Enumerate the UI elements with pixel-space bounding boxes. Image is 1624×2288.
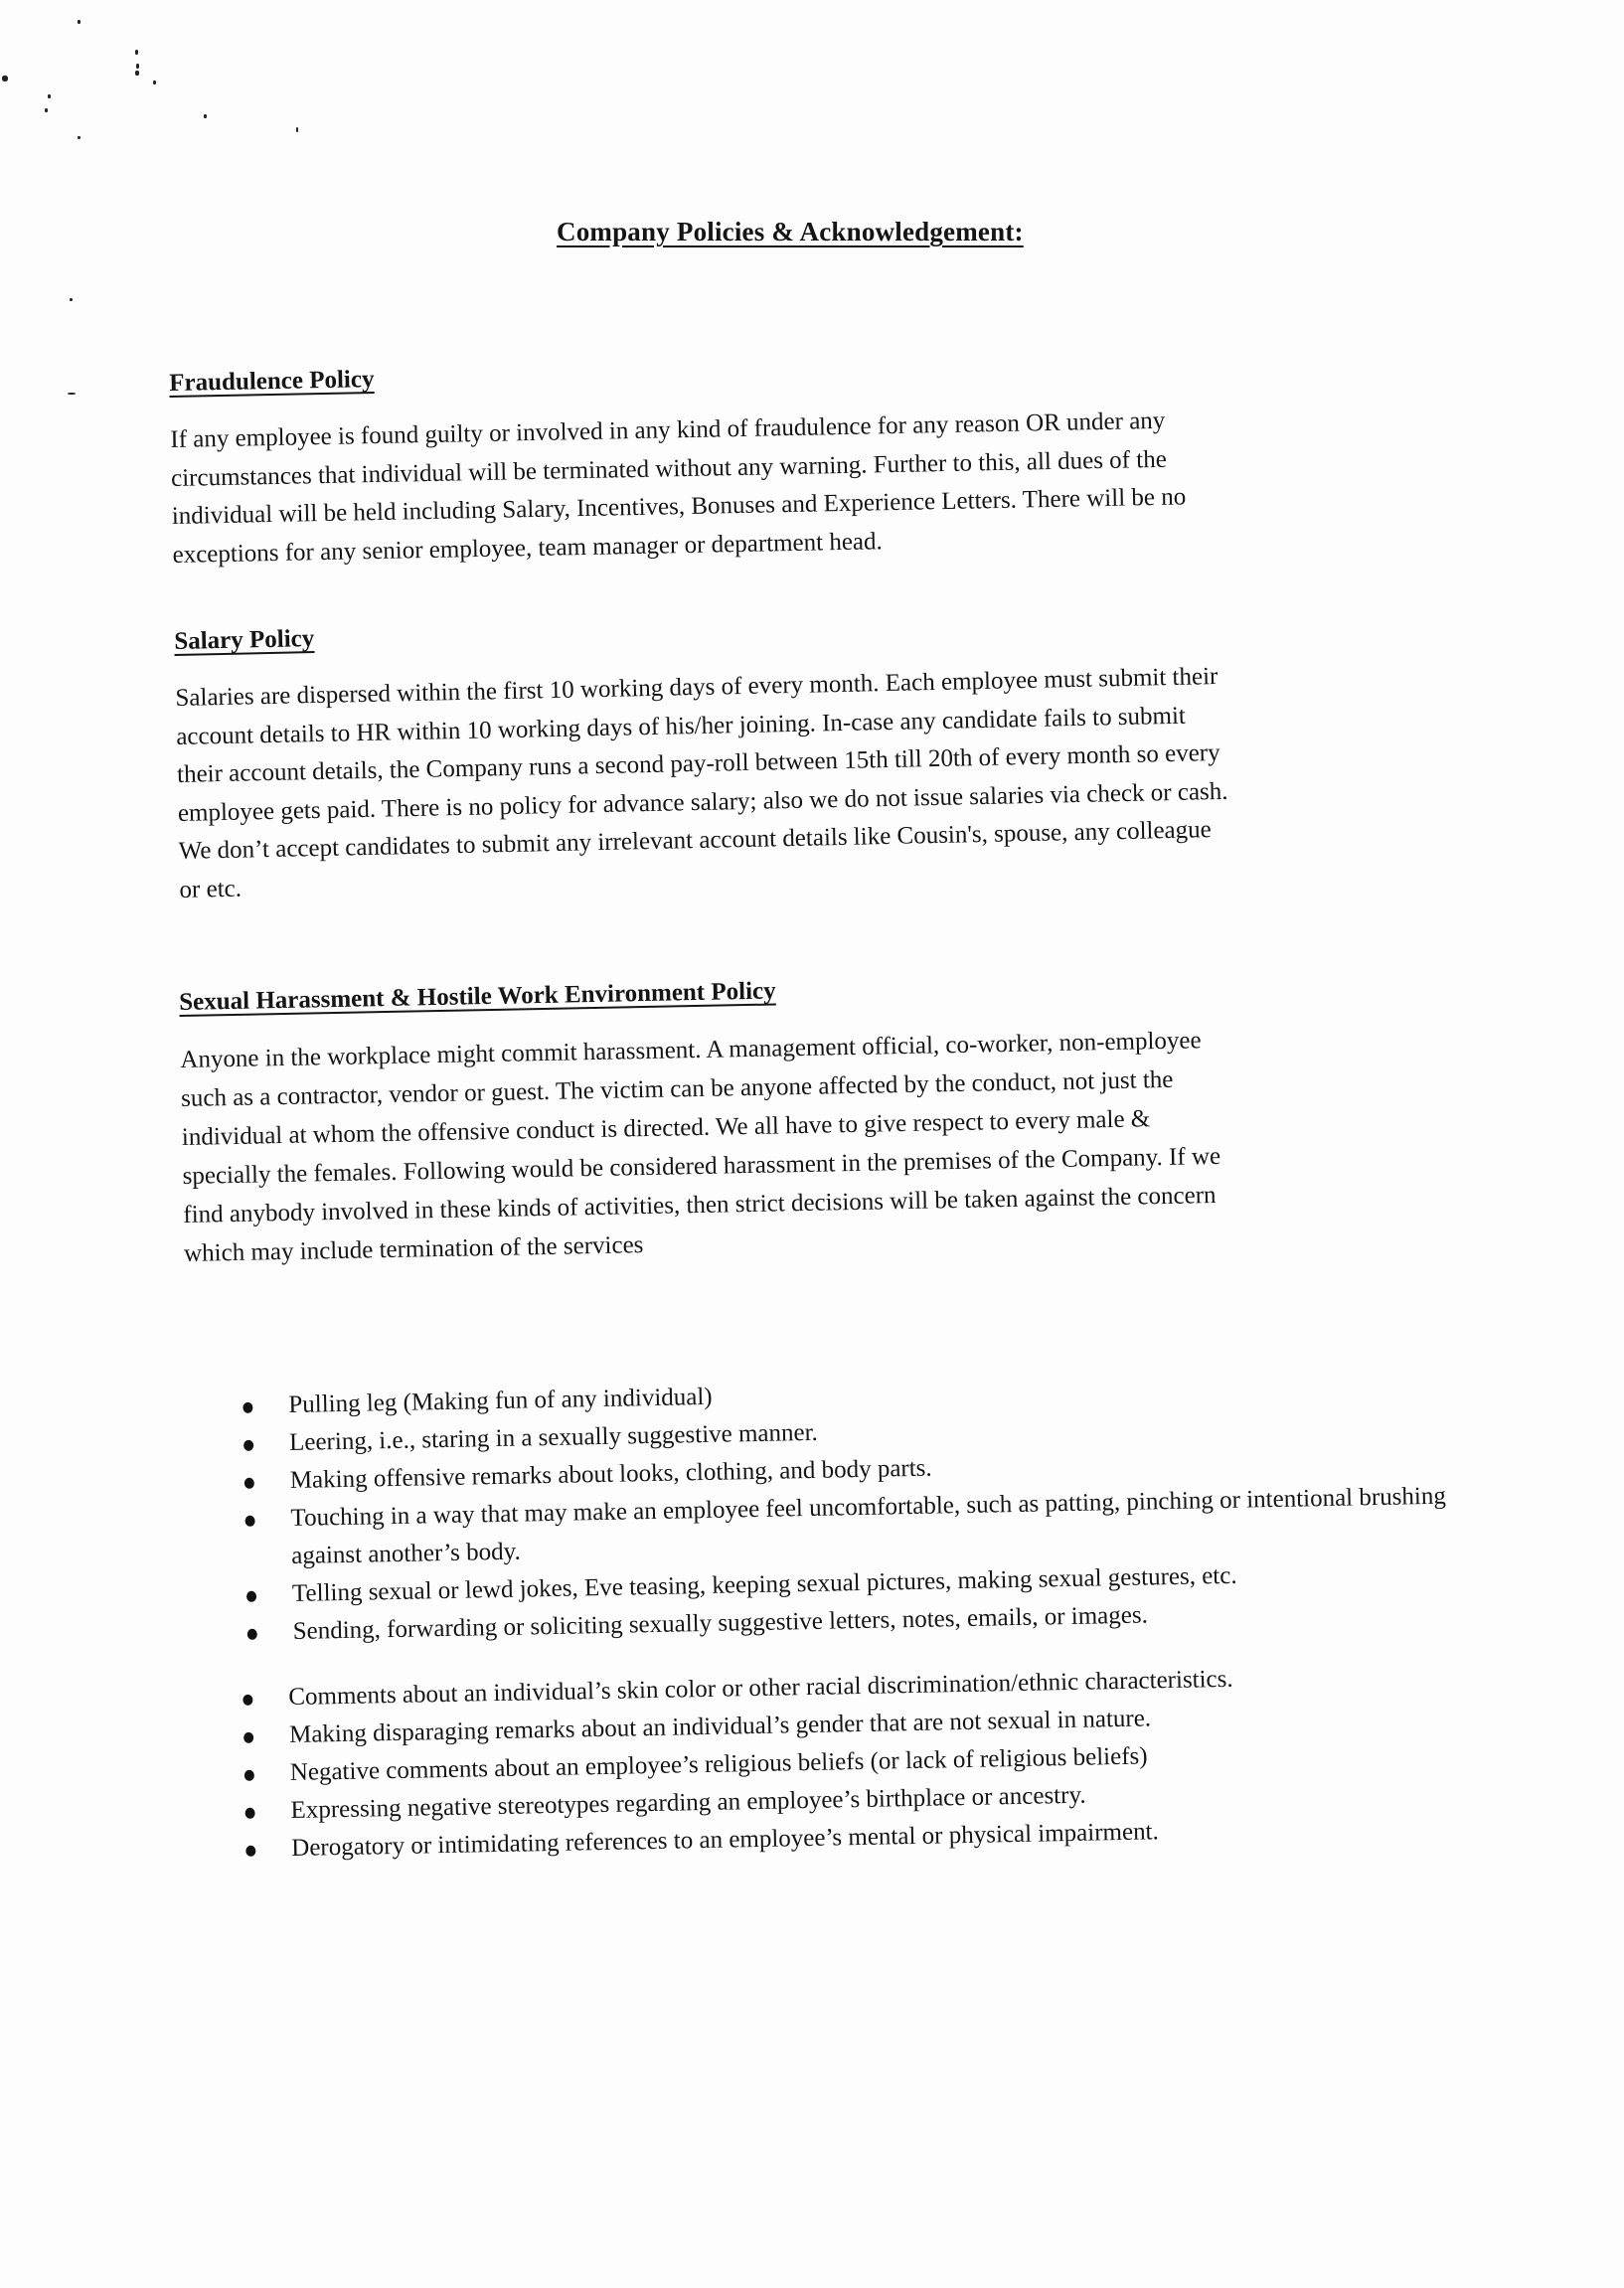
list-item-text: Negative comments about an employee’s religious beliefs (or lack of religious beliefs) [289, 1742, 1148, 1787]
bullet-icon [244, 1770, 254, 1781]
list-item-text: Expressing negative stereotypes regarding an employee’s birthplace or ancestry. [290, 1781, 1086, 1825]
paragraph-line: circumstances that individual will be terminated without any warning. Further to this, all dues of the [170, 445, 1168, 492]
list-item-text: Touching in a way that may make an employee feel uncomfortable, such as patting, pinching or intentional brushing against another’s body. [290, 1482, 1447, 1570]
paragraph-line: Salaries are dispersed within the first 10 working days of every month. Each employee must submit their [175, 663, 1218, 712]
bullet-icon [244, 1478, 254, 1489]
list-item-text: Leering, i.e., staring in a sexually suggestive manner. [288, 1418, 819, 1457]
paragraph-line: We don’t accept candidates to submit any irrelevant account details like Cousin's, spouse, any colleague [178, 816, 1212, 865]
bullet-icon [244, 1516, 254, 1527]
paragraph-line: or etc. [179, 875, 243, 903]
fraudulence-policy-section [169, 345, 1485, 574]
page-title: Company Policies & Acknowledgement: [557, 217, 1024, 246]
scan-speck [2, 76, 8, 82]
paragraph-line: such as a contractor, vendor or guest. The victim can be anyone affected by the conduct, not just the [180, 1065, 1174, 1112]
scan-speck [78, 136, 81, 139]
paragraph-line: account details to HR within 10 working days of his/her joining. In-case any candidate fails to submit [176, 702, 1187, 750]
list-item-text: Sending, forwarding or soliciting sexually suggestive letters, notes, emails, or images. [292, 1601, 1149, 1645]
list-item-text: Pulling leg (Making fun of any individual) [288, 1383, 713, 1419]
section-paragraph [180, 1016, 1496, 1273]
scan-speck [68, 393, 76, 395]
scan-speck [78, 20, 81, 24]
list-item-text: Making offensive remarks about looks, clothing, and body parts. [289, 1454, 932, 1495]
discrimination-examples-list [239, 1656, 1494, 1869]
bullet-icon [245, 1846, 255, 1857]
scan-speck [135, 50, 138, 55]
bullet-icon [243, 1695, 252, 1706]
scan-speck [70, 298, 73, 301]
scan-speck [153, 81, 156, 84]
list-item-text: Making disparaging remarks about an individual’s gender that are not sexual in nature. [288, 1705, 1152, 1749]
bullet-icon [243, 1402, 252, 1413]
list-item-text: Derogatory or intimidating references to an employee’s mental or physical impairment. [291, 1818, 1160, 1863]
section-paragraph [170, 397, 1485, 574]
scan-speck [48, 94, 51, 98]
section-heading: Fraudulence Policy [169, 366, 375, 397]
bullet-icon [244, 1808, 254, 1819]
paragraph-line: employee gets paid. There is no policy for advance salary; also we do not issue salaries via check or cash. [177, 777, 1228, 827]
scan-speck [45, 108, 48, 112]
harassment-policy-section [179, 964, 1496, 1273]
scan-speck [136, 64, 139, 69]
list-item-text: Comments about an individual’s skin color or other racial discrimination/ethnic characteristics. [288, 1665, 1233, 1712]
list-item-text: Telling sexual or lewd jokes, Eve teasing, keeping sexual pictures, making sexual gestures, etc. [291, 1561, 1237, 1607]
paragraph-line: Anyone in the workplace might commit harassment. A management official, co-worker, non-employee [180, 1027, 1202, 1073]
harassment-examples-list [239, 1364, 1496, 1652]
paragraph-line: which may include termination of the services [183, 1231, 644, 1267]
bullet-icon [244, 1732, 253, 1743]
bullet-icon [247, 1629, 257, 1640]
paragraph-line: exceptions for any senior employee, team manager or department head. [172, 527, 883, 569]
paragraph-line: individual will be held including Salary, Incentives, Bonuses and Experience Letters. There will be no [171, 483, 1187, 530]
paragraph-line: find anybody involved in these kinds of activities, then strict decisions will be taken against the concern [183, 1182, 1217, 1228]
bullet-icon [246, 1591, 256, 1602]
scan-speck [135, 71, 139, 76]
section-paragraph [175, 652, 1492, 909]
paragraph-line: individual at whom the offensive conduct is directed. We all have to give respect to every male & [181, 1105, 1151, 1151]
section-heading: Salary Policy [174, 625, 315, 655]
paragraph-line: If any employee is found guilty or involved in any kind of fraudulence for any reason OR under any [170, 407, 1166, 453]
paragraph-line: specially the females. Following would be considered harassment in the premises of the Company. If we [182, 1142, 1221, 1190]
section-heading: Sexual Harassment & Hostile Work Environment Policy [179, 977, 776, 1016]
scan-speck [204, 114, 207, 118]
paragraph-line: their account details, the Company runs a second pay-roll between 15th till 20th of every month so every [176, 738, 1220, 788]
bullet-icon [244, 1440, 253, 1451]
salary-policy-section [174, 600, 1492, 909]
scan-speck [296, 127, 298, 132]
